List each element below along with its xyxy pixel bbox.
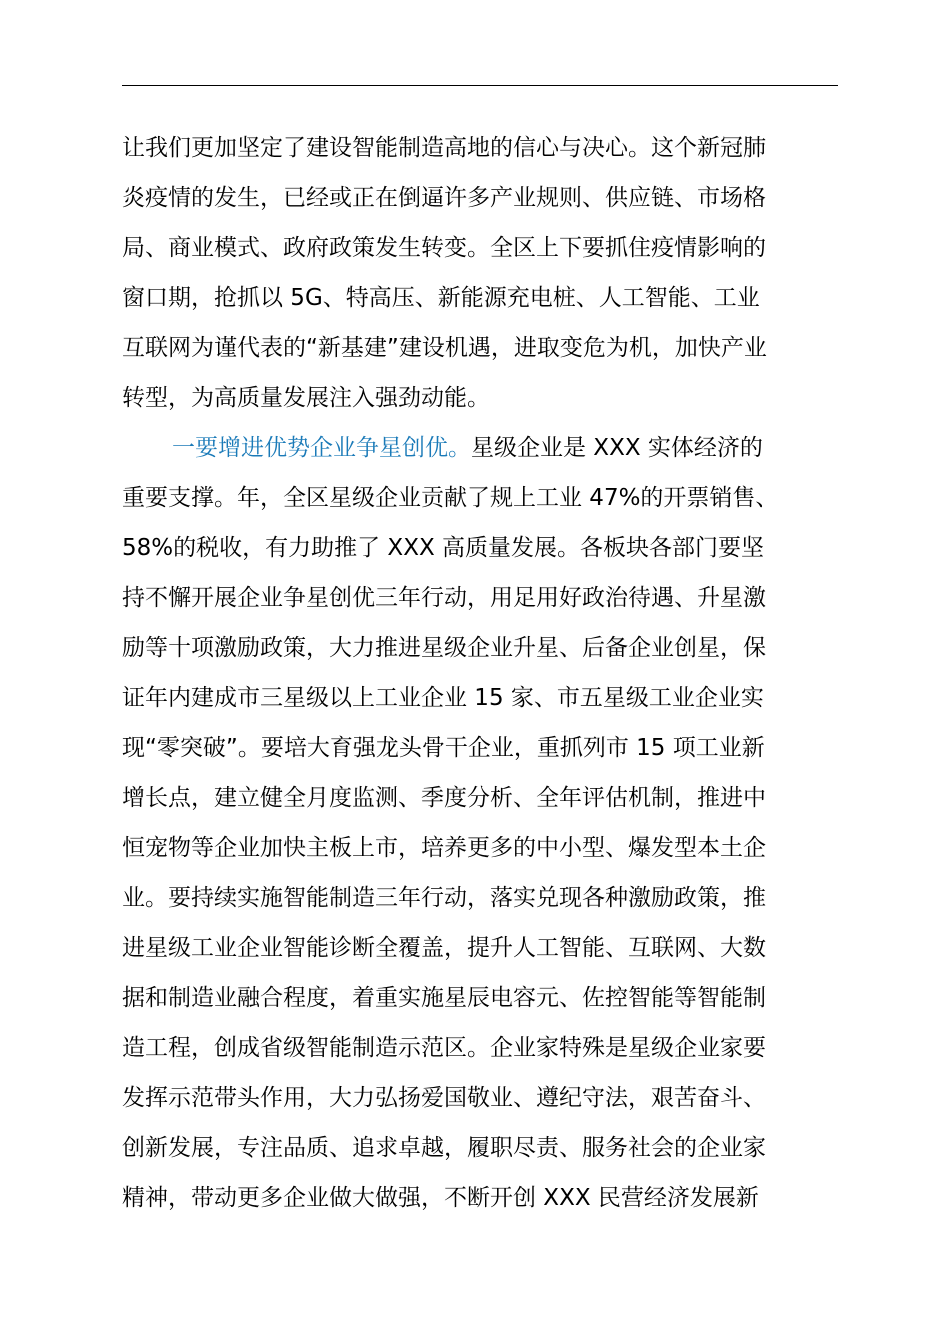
section-first-line-text: 星级企业是 XXX 实体经济的: [471, 435, 763, 461]
text-line: 发挥示范带头作用，大力弘扬爱国敬业、遵纪守法，艰苦奋斗、: [122, 1085, 766, 1111]
text-line: 现“零突破”。要培大育强龙头骨干企业，重抓列市 15 项工业新: [122, 735, 765, 761]
text-line: 进星级工业企业智能诊断全覆盖，提升人工智能、互联网、大数: [122, 935, 766, 961]
text-line: 业。要持续实施智能制造三年行动，落实兑现各种激励政策，推: [122, 885, 766, 911]
text-line: 重要支撑。年，全区星级企业贡献了规上工业 47%的开票销售、: [122, 485, 779, 511]
paragraph-continuation: [122, 123, 838, 423]
text-line: 转型，为高质量发展注入强劲动能。: [122, 385, 490, 411]
text-line: 局、商业模式、政府政策发生转变。全区上下要抓住疫情影响的: [122, 235, 766, 261]
document-body: [122, 123, 838, 1223]
text-line: 造工程，创成省级智能制造示范区。企业家特殊是星级企业家要: [122, 1035, 766, 1061]
section-first-line: [122, 423, 838, 473]
text-line: 58%的税收，有力助推了 XXX 高质量发展。各板块各部门要坚: [122, 535, 765, 561]
text-line: 创新发展，专注品质、追求卓越，履职尽责、服务社会的企业家: [122, 1135, 766, 1161]
text-line: 让我们更加坚定了建设智能制造高地的信心与决心。这个新冠肺: [122, 135, 766, 161]
text-line: 据和制造业融合程度，着重实施星辰电容元、佐控智能等智能制: [122, 985, 766, 1011]
text-line: 恒宠物等企业加快主板上市，培养更多的中小型、爆发型本土企: [122, 835, 766, 861]
header-rule: [122, 85, 838, 86]
text-line: 励等十项激励政策，大力推进星级企业升星、后备企业创星，保: [122, 635, 766, 661]
text-line: 窗口期，抢抓以 5G、特高压、新能源充电桩、人工智能、工业: [122, 285, 760, 311]
section-heading: 一要增进优势企业争星创优。: [172, 435, 471, 461]
text-line: 炎疫情的发生，已经或正在倒逼许多产业规则、供应链、市场格: [122, 185, 766, 211]
text-line: 增长点，建立健全月度监测、季度分析、全年评估机制，推进中: [122, 785, 766, 811]
paragraph-section-one: [122, 423, 838, 1223]
text-line: 精神，带动更多企业做大做强，不断开创 XXX 民营经济发展新: [122, 1185, 759, 1211]
text-line: 持不懈开展企业争星创优三年行动，用足用好政治待遇、升星激: [122, 585, 766, 611]
text-line: 证年内建成市三星级以上工业企业 15 家、市五星级工业企业实: [122, 685, 764, 711]
text-line: 互联网为谨代表的“新基建”建设机遇，进取变危为机，加快产业: [122, 335, 767, 361]
